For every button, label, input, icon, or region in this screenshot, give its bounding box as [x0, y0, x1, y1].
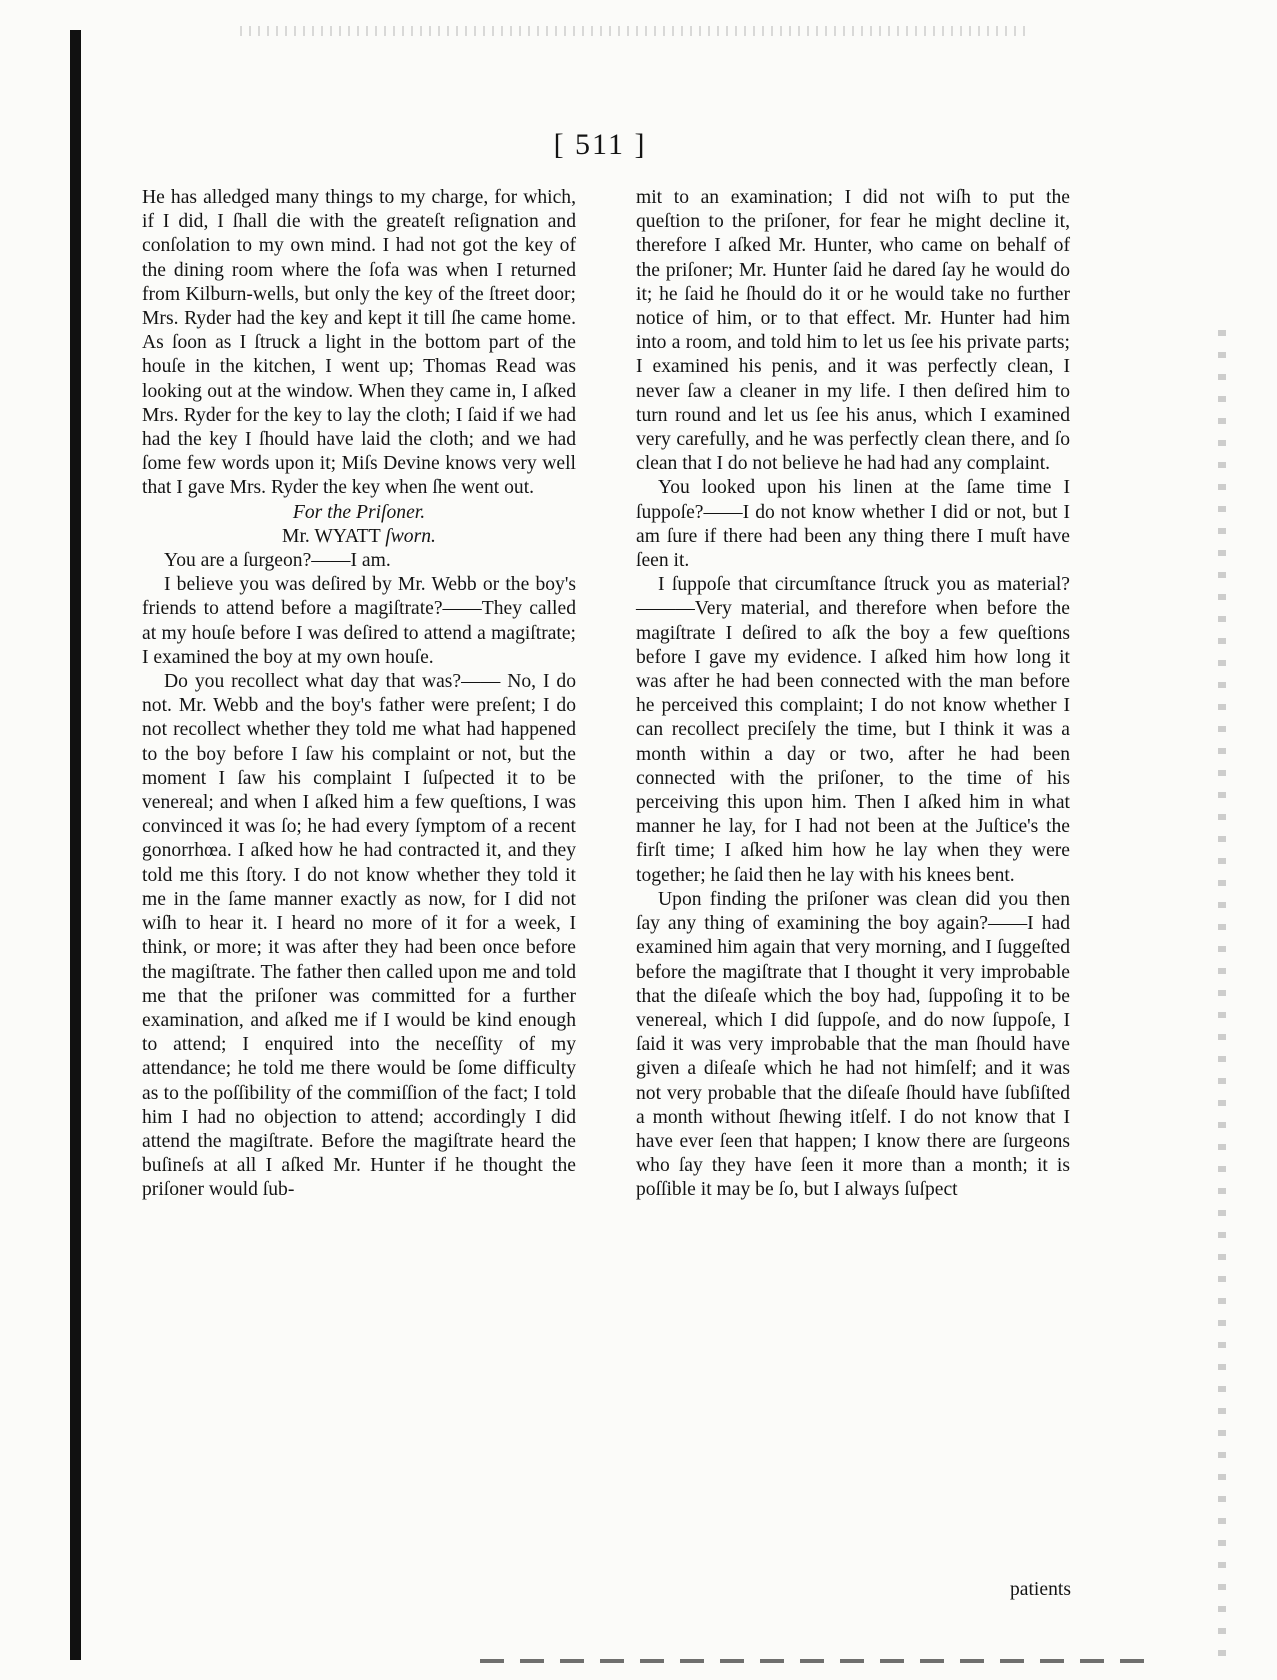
scan-noise-bottom — [480, 1659, 1150, 1663]
page-number: [ 511 ] — [553, 128, 647, 161]
paragraph: I ſuppoſe that circumſtance ſtruck you as material?———Very material, and therefore when before the magiſtrate I deſired to aſk the boy a few queſtions before I gave my evidence. I aſked him how long it was after he had been connected with the man before he perceived this complaint; I do not know whether I can recollect preciſely the time, but I think it was a month within a day or two, after he had been connected with the priſoner, to the time of his perceiving this upon him. Then I aſked him in what manner he lay, for I had not been at the Juſtice's the firſt time; I aſked him how he lay when they were together; he ſaid then he lay with his knees bent. — [636, 574, 1070, 886]
paragraph: Upon finding the priſoner was clean did you then ſay any thing of examining the boy again?——I had examined him again that very morning, and I ſuggeſted before the magiſtrate that I thought it very improbable that the diſeaſe which the boy had, ſuppoſing it to be venereal, which I did ſuppoſe, and do now ſuppoſe, I ſaid it was very improbable that the man ſhould have given a diſeaſe which he had not himſelf; and it was not very probable that the diſeaſe ſhould have ſubſiſted a month without ſhewing itſelf. I do not know that I have ever ſeen that happen; I know there are ſurgeons who ſay they have ſeen it more than a month; it is poſſible it may be ſo, but I always ſuſpect — [636, 888, 1070, 1201]
left-column — [142, 186, 576, 1203]
paragraph: mit to an examination; I did not wiſh to put the queſtion to the priſoner, for fear he might decline it, therefore I aſked Mr. Hunter, who came on behalf of the priſoner; Mr. Hunter ſaid he dared ſay he would do it; he ſaid he ſhould do it or he would take no further notice of him, or to that effect. Mr. Hunter had him into a room, and told him to let us ſee his private parts; I examined his penis, and it was perfectly clean, I never ſaw a cleaner in my life. I then deſired him to turn round and let us ſee his anus, which I examined very carefully, and he was perfectly clean there, and ſo clean that I do not believe he had had any complaint. — [636, 187, 1070, 475]
witness-name: Mr. WYATT — [282, 525, 381, 547]
witness-sworn: ſworn. — [385, 525, 436, 547]
witness-heading — [142, 525, 576, 549]
paragraph: You looked upon his linen at the ſame time I ſuppoſe?——I do not know whether I did or not, but I am ſure if there had been any thing there I muſt have ſeen it. — [636, 477, 1070, 572]
section-heading: For the Priſoner. — [292, 501, 426, 523]
paragraph: He has alledged many things to my charge, for which, if I did, I ſhall die with the greateſt reſignation and conſolation to my own mind. I had not got the key of the dining room where the ſofa was when I returned from Kilburn-wells, but only the key of the ſtreet door; Mrs. Ryder had the key and kept it till ſhe came home. As ſoon as I ſtruck a light in the bottom part of the houſe in the kitchen, I went up; Thomas Read was looking out at the window. When they came in, I aſked Mrs. Ryder for the key to lay the cloth; I ſaid if we had had the key I ſhould have laid the cloth; and we had ſome few words upon it; Miſs Devine knows very well that I gave Mrs. Ryder the key when ſhe went out. — [142, 187, 576, 499]
catchword: patients — [1010, 1579, 1071, 1600]
scan-noise-right — [1218, 330, 1226, 1660]
right-column — [636, 186, 1070, 1203]
paragraph: Do you recollect what day that was?—— No, I do not. Mr. Webb and the boy's father were preſent; I do not recollect whether they told me what had happened to the boy before I ſaw his complaint or not, but the moment I ſaw his complaint I ſuſpected it to be venereal; and when I aſked him a few queſtions, I was convinced it was ſo; he had every ſymptom of a recent gonorrhœa. I aſked how he had contracted it, and they told me this ſtory. I do not know whether they told it me in the ſame manner exactly as now, for I did not wiſh to hear it. I heard no more of it for a week, I think, or more; it was after they had been once before the magiſtrate. The father then called upon me and told me that the priſoner was committed for a further examination, and aſked me if I would be kind enough to attend; I enquired into the neceſſity of my attendance; he told me there would be ſome difficulty as to the poſſibility of the commiſſion of the fact; I told him I had no objection to attend; accordingly I did attend the magiſtrate. Before the magiſtrate heard the buſineſs at all I aſked Mr. Hunter if he thought the priſoner would ſub- — [142, 671, 576, 1201]
scan-noise-top — [240, 26, 1030, 36]
paragraph: You are a ſurgeon?——I am. — [164, 550, 391, 572]
paragraph: I believe you was deſired by Mr. Webb or the boy's friends to attend before a magiſtrate?——They called at my houſe before I was deſired to attend a magiſtrate; I examined the boy at my own houſe. — [142, 574, 576, 668]
binding-gutter-shadow — [70, 30, 81, 1660]
